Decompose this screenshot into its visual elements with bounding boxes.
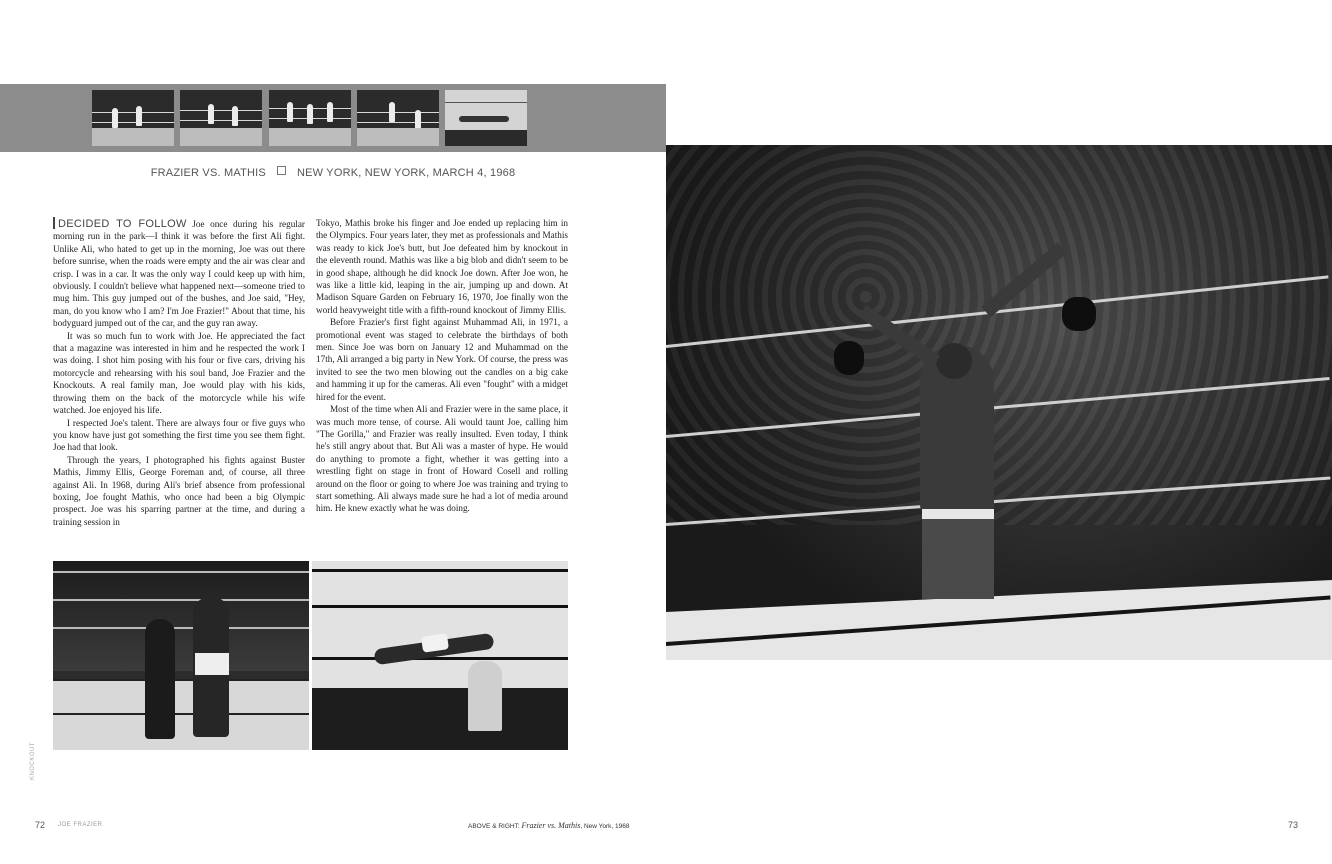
header-title: FRAZIER VS. MATHIS (150, 167, 266, 179)
paragraph: It was so much fun to work with Joe. He appreciated the fact that a magazine was interested in him and he respected the work I was doing. I shot him posing with his four or five cars, driving his motorcycle and rehearsing with his soul band, Joe Frazier and the Knockouts. A real family man, Joe would play with his kids, throwing them on the back of the motorcycle while his wife watched. Joe enjoyed his life. (53, 330, 305, 416)
story-header (0, 166, 666, 179)
dropcap-lead: DECIDED TO FOLLOW (58, 218, 187, 230)
running-head-left: JOE FRAZIER (58, 822, 103, 828)
filmstrip-frame-4 (357, 90, 439, 146)
caption-title: Frazier vs. Mathis (521, 821, 581, 830)
filmstrip-frame-3 (269, 90, 351, 146)
dropcap-bar-icon (53, 217, 55, 229)
paragraph: Before Frazier's first fight against Muhammad Ali, in 1971, a promotional event was staged to celebrate the birthdays of both men. Since Joe was born on January 12 and Muhammad on the 17th, Ali arranged a big party in New York. Of course, the press was invited to see the two men blowing out the candles on a big cake and hamming it up for the cameras. Ali even "fought" with a midget hired for the event. (316, 317, 568, 402)
paragraph: Most of the time when Ali and Frazier were in the same place, it was much more tense, of course. Ali would taunt Joe, calling him "The Gorilla," and Frazier was really insulted. Even today, I think he's still angry about that. But Ali was a master of hype. He would do anything to promote a fight, whether it was getting into a wrestling fight on stage in front of Howard Cosell and rolling around on the floor or going to where Joe was training and trying to start something. Ali always made sure he had a lot of media around him. He knew exactly what he was doing. (316, 404, 568, 514)
paragraph-text: Joe once during his regular morning run in the park—I think it was before the first Ali fight. Unlike Ali, who hated to get up in the morning, Joe was out there before sunrise, when the roads were empty and the air was clear and crisp. I was in a car. It was the only way I could keep up with him, obviously. I couldn't believe what happened next—someone tried to mug him. This guy jumped out of the bushes, and Joe said, "Hey, man, do you know who I am? I'm Joe Frazier!" About that time, his bodyguard jumped out of the car, and the guy ran away. (53, 219, 305, 329)
filmstrip-frame-1 (92, 90, 174, 146)
text-column-1 (53, 217, 305, 528)
paragraph: I respected Joe's talent. There are always four or five guys who you know have just got something the first time you see them fight. Joe had that look. (53, 417, 305, 453)
page-number-left: 72 (35, 820, 46, 830)
caption-lead: ABOVE & RIGHT: (468, 823, 520, 830)
paragraph: Through the years, I photographed his fights against Buster Mathis, Jimmy Ellis, George Foreman and, of course, all three against Ali. In 1968, during Ali's brief absence from professional boxing, Joe fought Mathis, who once had been a big Olympic prospect. Joe was his sparring partner at the time, and during a training session in (53, 454, 305, 527)
boxing-glove-right-icon (1062, 297, 1096, 331)
filmstrip (0, 84, 666, 152)
boxing-glove-left-icon (834, 341, 864, 375)
header-location: NEW YORK, NEW YORK, MARCH 4, 1968 (296, 167, 516, 179)
photo-knockdown (312, 561, 568, 750)
text-column-2 (316, 217, 568, 515)
photo-frazier-victory (666, 145, 1332, 660)
paragraph: Tokyo, Mathis broke his finger and Joe ended up replacing him in the Olympics. Four years later, they met as professionals and Mathis was ready to kick Joe's butt, but Joe defeated him by knockout in the eleventh round. Mathis was like a big blob and didn't seem to be in good shape, although he did knock Joe down. After Joe won, he was like a little kid, leaping in the air, jumping up and down. At Madison Square Garden on February 16, 1970, Joe finally won the world heavyweight title with a fifth-round knockout of Jimmy Ellis. (316, 218, 568, 315)
caption-tail: , New York, 1968 (580, 823, 630, 830)
header-separator-icon (277, 166, 286, 175)
book-title-vertical: KNOCKOUT (30, 741, 36, 780)
paragraph (53, 217, 305, 330)
page-number-right: 73 (1288, 820, 1299, 830)
photo-caption (468, 821, 630, 830)
filmstrip-frame-5 (445, 90, 527, 146)
photo-frazier-mathis-fighting (53, 561, 309, 750)
filmstrip-frame-2 (180, 90, 262, 146)
